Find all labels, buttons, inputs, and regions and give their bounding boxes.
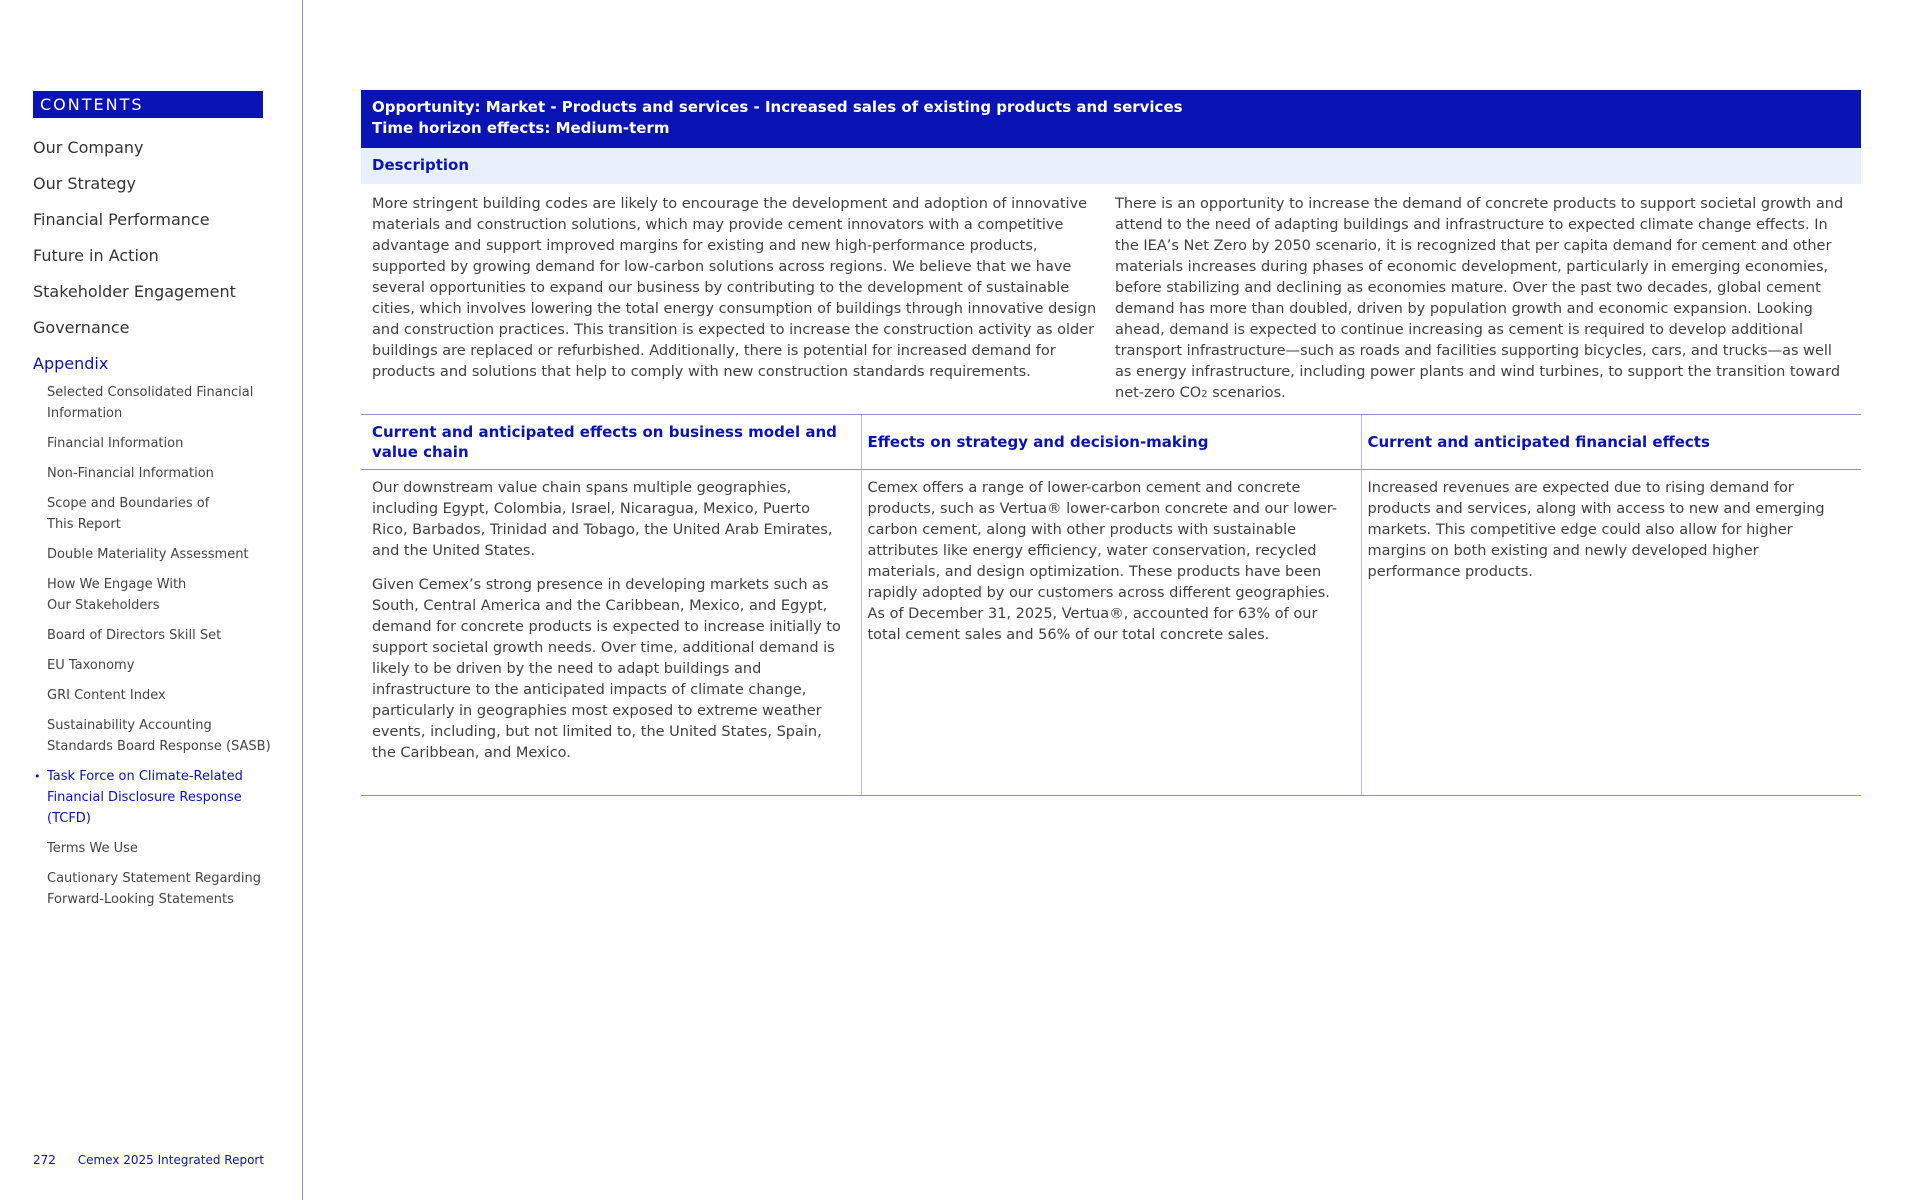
subnav-item-gri-content-index[interactable]: GRI Content Index [47,688,166,703]
description-left: More stringent building codes are likely to encourage the development and adoption of innovative materials and construction solutions, which may provide cement innovators with a competitive advantage and support improved margins for existing and new high-performance products, supported by growing demand for low-carbon solutions across regions. We believe that we have several opportunities to expand our business by contributing to the development of sustainable cities, which involves lowering the total energy consumption of buildings through innovative design and construction practices. This transition is expected to increase the construction activity as older buildings are replaced or refurbished. Additionally, there is potential for increased demand for products and solutions that help to comply with new construction standards requirements. [372,196,1097,380]
business-model-paragraph-1: Our downstream value chain spans multiple geographies, including Egypt, Colombia, Israel, Nicaragua, Mexico, Puerto Rico, Barbados, Trinidad and Tobago, the United Arab Emirates, and the United States. [372,480,833,559]
cell-business-model-effects [361,470,861,796]
effects-table [361,414,1861,796]
page-number: 272 [33,1153,56,1167]
strategy-paragraph: Cemex offers a range of lower-carbon cement and concrete products, such as Vertua® lower-carbon concrete and our lower-carbon cement, along with other products with sustainable attributes like energy efficiency, water conservation, recycled materials, and design optimization. These products have been rapidly adopted by our customers across different geographies. As of December 31, 2025, Vertua®, accounted for 63% of our total cement sales and 56% of our total concrete sales. [867,480,1338,643]
subnav-item-how-we-engage[interactable]: How We Engage With Our Stakeholders [47,577,187,613]
contents-label: CONTENTS [33,91,263,118]
page-footer [33,1153,264,1167]
financial-paragraph: Increased revenues are expected due to rising demand for products and services, along with access to new and emerging markets. This competitive edge could also allow for higher margins on both existing and newly developed higher performance products. [1367,480,1825,580]
time-horizon: Time horizon effects: Medium-term [372,119,670,137]
subnav-item-non-financial-information[interactable]: Non-Financial Information [47,466,214,481]
subnav-item-terms-we-use[interactable]: Terms We Use [47,841,138,856]
subnav-item-double-materiality-assessment[interactable]: Double Materiality Assessment [47,547,249,562]
nav-item-appendix[interactable]: Appendix [33,354,109,373]
header-strategy-effects: Effects on strategy and decision-making [861,415,1361,470]
description-right-main: There is an opportunity to increase the demand of concrete products to support societal growth and attend to the need of adapting buildings and infrastructure to expected climate change effects. In the IEA’s Net Zero by 2050 scenario, it is recognized that per capita demand for cement and other materials increases during phases of economic development, particularly in emerging economies, before stabilizing and declining as economies mature. Over the past two decades, global cement demand has more than doubled, driven by population growth and economic expansion. Looking ahead, demand is expected to continue increasing as cement is required to develop additional transport infrastructure—such as roads and facilities supporting bicycles, cars, and trucks—as well as energy infrastructure, including power plants and wind turbines, to support the transition toward net-zero CO [1115,196,1844,401]
description-heading: Description [361,148,1861,184]
co2-subscript: 2 [1201,389,1208,400]
nav-item-future-in-action[interactable]: Future in Action [33,246,159,265]
header-financial-effects: Current and anticipated financial effects [1361,415,1861,470]
nav-item-governance[interactable]: Governance [33,318,130,337]
nav-item-our-strategy[interactable]: Our Strategy [33,174,136,193]
subnav-item-tcfd[interactable]: • Task Force on Climate-Related Financial Disclosure Response (TCFD) [47,766,283,829]
description-right-end: scenarios. [1207,385,1286,401]
subnav-item-cautionary-statement[interactable]: Cautionary Statement Regarding Forward-Looking Statements [47,871,261,907]
appendix-subnav [33,382,283,910]
subnav-item-scope-and-boundaries[interactable]: Scope and Boundaries of This Report [47,496,210,532]
header-business-model-effects: Current and anticipated effects on business model and value chain [361,415,861,470]
effects-table-header-row [361,415,1861,470]
sidebar-nav [33,138,283,919]
opportunity-header [361,90,1861,148]
main-content [361,90,1861,796]
description-right [1115,194,1850,414]
cell-strategy-effects [861,470,1361,796]
sidebar-divider [302,0,303,1200]
opportunity-title: Opportunity: Market - Products and services - Increased sales of existing products and services [372,98,1183,116]
nav-item-financial-performance[interactable]: Financial Performance [33,210,210,229]
report-title: Cemex 2025 Integrated Report [77,1153,265,1167]
cell-financial-effects [1361,470,1861,796]
description-body [361,184,1861,414]
business-model-paragraph-2: Given Cemex’s strong presence in developing markets such as South, Central America and the Caribbean, Mexico, and Egypt, demand for concrete products is expected to increase initially to support societal growth needs. Over time, additional demand is likely to be driven by the need to adapt buildings and infrastructure to the anticipated impacts of climate change, particularly in geographies most exposed to extreme weather events, including, but not limited to, the United States, Spain, the Caribbean, and Mexico. [372,577,841,761]
subnav-item-sasb[interactable]: Sustainability Accounting Standards Board Response (SASB) [47,718,271,754]
subnav-item-board-skill-set[interactable]: Board of Directors Skill Set [47,628,222,643]
nav-item-our-company[interactable]: Our Company [33,138,144,157]
subnav-item-eu-taxonomy[interactable]: EU Taxonomy [47,658,135,673]
effects-table-row [361,470,1861,796]
nav-item-stakeholder-engagement[interactable]: Stakeholder Engagement [33,282,236,301]
subnav-item-financial-information[interactable]: Financial Information [47,436,184,451]
subnav-item-selected-consolidated-financial-information[interactable]: Selected Consolidated Financial Information [47,385,254,421]
